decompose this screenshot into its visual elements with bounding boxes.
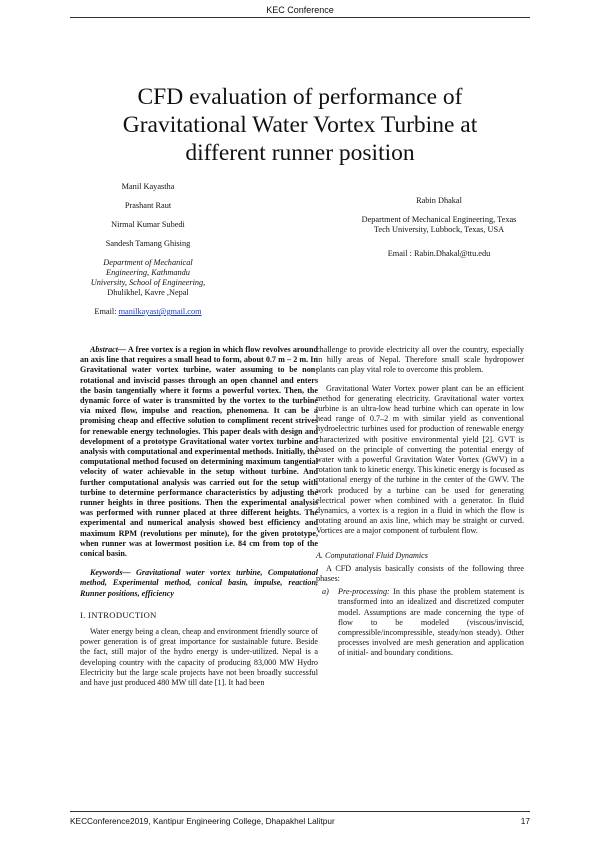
- header-rule: [70, 17, 530, 18]
- paper-title: [60, 83, 540, 167]
- keywords-label: Keywords—: [90, 568, 131, 578]
- intro-paragraph-2: Gravitational Water Vortex power plant can be an efficient method for generating electricity. Gravitational water vortex turbine is an ultra-low head turbine which can operate in low head range of 0.7–2 m with similar yield as conventional hydroelectric turbines used for production of renewable energy characterized with positive environmental yield [2]. GVT is based on the principle of converting the potential energy of water with a powerful Gravitation Water Vortex (GWV) in a rotation tank to kinetic energy. This kinetic energy is focused as rotational energy of the turbine in the center of the GWV. The work produced by a turbine can be used for generating electrical power when combined with a generator. In fluid dynamics, a vortex is a region in a fluid in which the flow is rotating around an axis line, which may be straight or curved. Vortices are a major component of turbulent flow.: [316, 383, 524, 536]
- author-affiliation: Department of Mechanical Engineering, Texas Tech University, Lubbock, Texas, USA: [361, 215, 517, 234]
- affiliation-location: Dhulikhel, Kavre ,Nepal: [107, 288, 189, 297]
- title-line-2: Gravitational Water Vortex Turbine at: [122, 112, 478, 138]
- author-name: Manil Kayastha: [121, 182, 175, 191]
- intro-paragraph-1-continued: challenge to provide electricity all over the country, especially in hilly areas of Nepal. Therefore small scale hydropower plants can play vital role to overcome this problem.: [316, 345, 524, 375]
- author-email: Email : Rabin.Dhakal@ttu.edu: [387, 249, 491, 258]
- email-link[interactable]: manilkayast@gmail.com: [118, 307, 202, 316]
- cfd-intro: A CFD analysis basically consists of the following three phases:: [316, 563, 524, 584]
- title-line-1: CFD evaluation of performance of: [137, 84, 463, 110]
- footer-rule: [70, 811, 530, 812]
- author-name: Sandesh Tamang Ghising: [105, 239, 191, 248]
- abstract-label: Abstract—: [90, 345, 127, 354]
- left-column: [80, 345, 318, 688]
- list-item-title: Pre-processing:: [338, 587, 390, 597]
- author-block-left: [68, 182, 228, 317]
- abstract-text: A free vortex is a region in which flow revolves around an axis line that requires a small head to form, about 0.7 m – 2 m. In Gravitational water vortex turbine, water assuming to be non-rotational and inviscid passes through an open channel and enters the basin tangentially where it forms a powerful vortex. Then, the dynamic force of water is transmitted by the vortex to the turbine via mixed flow, impulse and reaction, phenomena. It can be a promising cheap and effective solution to compliment recent strives for renewable energy technologies. This paper deals with design and development of a prototype Gravitational water vortex turbine and analysis with computational and experimental methods. Initially, the computational method focused on determining maximum tangential velocity of water achievable in the setup without turbine. And further computational analysis was carried out for the setup with turbine to determine performance characteristics by adjusting the runner heights in three positions. Then the experimental analysis was performed with runner placed at three different heights. The experimental and numerical analysis showed best efficiency and maximum RPM (revolutions per minute), for the given prototype, when runner was at lowermost position i.e. 84 cm from top of the conical basin.: [80, 345, 318, 559]
- subsection-heading: A. Computational Fluid Dynamics: [316, 550, 428, 560]
- email-label: Email:: [94, 307, 119, 316]
- title-line-3: different runner position: [185, 140, 415, 166]
- page-number: 17: [520, 816, 530, 826]
- list-item-body: In this phase the problem statement is transformed into an idealized and discretized computer model. Assumptions are made concerning the type of flow to be modeled (viscous/inviscid, compressible/incompressible, steady/non steady). Other processes involved are mesh generation and application of initial- and boundary conditions.: [338, 587, 524, 658]
- right-column: [316, 345, 524, 659]
- section-heading: I. INTRODUCTION: [80, 609, 157, 620]
- affiliation-line: University, School of Engineering,: [90, 278, 206, 287]
- keywords-text: Gravitational water vortex turbine, Computational method, Experimental method, conical basin, impulse, reaction, Runner positions, efficiency: [80, 568, 318, 598]
- list-item: [316, 587, 524, 658]
- abstract: [80, 345, 318, 559]
- footer-text: KECConference2019, Kantipur Engineering College, Dhapakhel Lalitpur: [70, 816, 335, 826]
- author-name: Rabin Dhakal: [416, 196, 462, 205]
- running-header: KEC Conference: [266, 5, 334, 15]
- author-name: Nirmal Kumar Subedi: [111, 220, 185, 229]
- affiliation-line: Department of Mechanical: [103, 258, 193, 267]
- footer: [70, 816, 530, 826]
- list-text: [338, 587, 524, 658]
- list-marker: a): [322, 587, 329, 597]
- intro-paragraph-1: Water energy being a clean, cheap and environment friendly source of power generation is of great importance for sustainable future. Beside the fact, still major of the hydro energy is under-utilized. Nepal is a developing country with the capacity of producing 83,000 MW Hydro Electricity but the large scale projects have not been broadly successful and have just produced 480 MW till date [1]. It had been: [80, 627, 318, 688]
- keywords: [80, 568, 318, 599]
- author-name: Prashant Raut: [124, 201, 172, 210]
- author-email: [68, 307, 228, 317]
- author-block-right: [354, 196, 524, 259]
- affiliation-line: Engineering, Kathmandu: [106, 268, 190, 277]
